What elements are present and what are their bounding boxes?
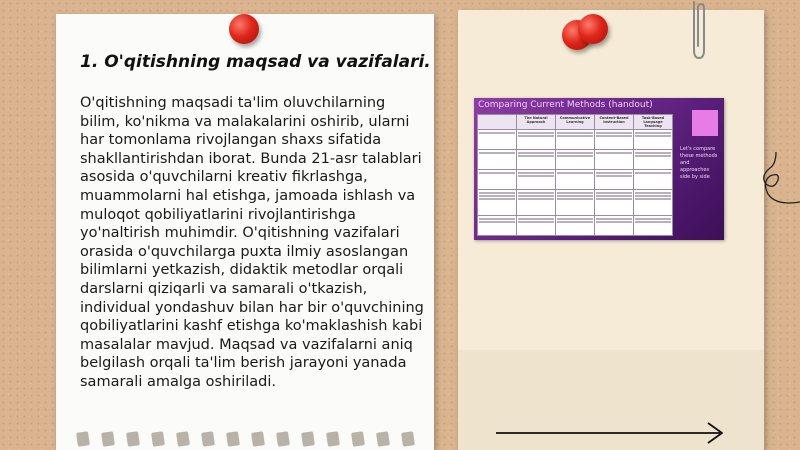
- push-pin-icon: [229, 14, 259, 44]
- table-row: [478, 190, 673, 216]
- slide-thumbnail: [474, 98, 724, 240]
- table-header: The Natural Approach: [517, 115, 556, 130]
- table-row: [478, 170, 673, 190]
- note-body: O'qitishning maqsadi ta'lim oluvchilarning bilim, ko'nikma va malakalarini oshirib, ularni har tomonlama rivojlangan shaxs sifatida shakllantirishdan iborat. Bunda 21-asr talablari asosida o'quvchilarni kreativ fikrlashga, muammolarni hal etishga, jamoada ishlash va muloqot qobiliyatlarini rivojlantirishga yo'naltirish muhimdir. O'qitishning vazifalari orasida o'quvchilarga puxta ilmiy asoslangan bilimlarni yetkazish, didaktik metodlar orqali darslarni qiziqarli va samarali o'tkazish, individual yondashuv bilan har bir o'quvchining qobiliyatlarini kashf etishga ko'maklashish kabi masalalar mavjud. Maqsad va vazifalarni aniq belgilash orqali ta'lim berish jarayoni yanada samarali amalga oshiriladi.: [80, 95, 424, 390]
- table-header-row: [478, 115, 673, 130]
- note-title: 1. O'qitishning maqsad va vazifalari.: [80, 52, 431, 72]
- table-header: Communicative Learning: [556, 115, 595, 130]
- table-row: [478, 150, 673, 170]
- slide-note: Let's compare these methods and approaches side by side: [680, 146, 718, 180]
- arrow-right-icon: [494, 420, 726, 446]
- slide-title: Comparing Current Methods (handout): [478, 100, 653, 110]
- table-header: [478, 115, 517, 130]
- paper-clip-icon: [688, 0, 710, 62]
- table-header: Content-Based Instruction: [595, 115, 634, 130]
- slide-accent-box: [692, 110, 718, 136]
- comparison-table: [477, 114, 673, 236]
- torn-edge: [56, 424, 434, 450]
- table-row: [478, 216, 673, 236]
- table-header: Task-Based Language Teaching: [634, 115, 673, 130]
- push-pin-icon: [578, 14, 608, 44]
- table-row: [478, 130, 673, 150]
- curl-doodle-icon: [756, 150, 800, 210]
